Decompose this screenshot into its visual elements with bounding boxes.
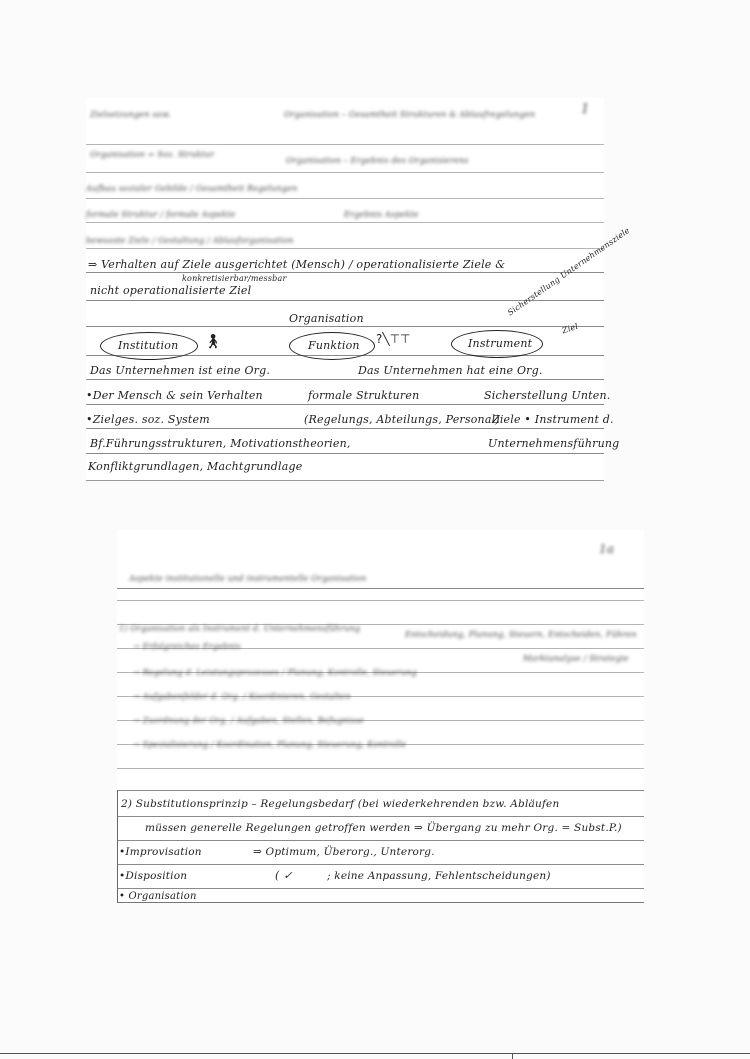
note-card-1 <box>86 98 632 481</box>
note-card-2 <box>117 530 644 903</box>
text-line: müssen generelle Regelungen getroffen werden ⇒ Übergang zu mehr Org. = Subst.P.) <box>145 822 622 834</box>
text-line: ⇒ Verhalten auf Ziele ausgerichtet (Mensch) / operationalisierte Ziele & <box>88 258 506 271</box>
text-line: ( ✓ <box>275 869 293 882</box>
text-line: Das Unternehmen ist eine Org. <box>90 364 271 377</box>
blurred-text: Zielsetzungen usw. <box>90 110 171 119</box>
blurred-text: formale Struktur / formale Aspekte <box>86 210 236 219</box>
blurred-text: Entscheidung, Planung, Steuern, Entscheiden, Führen <box>405 630 637 639</box>
text-line: ⇒ Optimum, Überorg., Unterorg. <box>253 846 435 858</box>
blurred-text: Marktanalyse / Strategie <box>523 654 629 663</box>
text-line: Ziele • Instrument d. <box>492 413 614 426</box>
blurred-text: → Spezialisierung / Koordination, Planung, Steuerung, Kontrolle <box>133 740 407 749</box>
blurred-text: 1) Organisation als Instrument d. Unternehmensführung <box>119 624 361 633</box>
blurred-text: → Zuordnung der Org. / Aufgaben, Stellen, Befugnisse <box>133 716 365 725</box>
text-line: Sicherstellung Unten. <box>484 389 611 402</box>
blurred-text: Organisation – Gesamtheit Strukturen & Ablaufregelungen <box>284 110 536 119</box>
text-line: (Regelungs, Abteilungs, Personal) <box>304 413 500 426</box>
annotation: Sicherstellung Unternehmensziele <box>506 225 632 318</box>
blurred-text: Organisation = Soz. Struktur <box>90 150 215 159</box>
text-line: ; keine Anpassung, Fehlentscheidungen) <box>327 870 551 882</box>
blurred-text: → Erfolgreiches Ergebnis <box>133 642 241 651</box>
text-line: Das Unternehmen hat eine Org. <box>358 364 543 377</box>
text-line: •Disposition <box>119 870 188 882</box>
text-line: Unternehmensführung <box>488 437 620 450</box>
text-line: 2) Substitutionsprinzip – Regelungsbedarf (bei wiederkehrenden bzw. Abläufen <box>121 798 560 810</box>
text-line: •Zielges. soz. System <box>86 413 210 426</box>
person-icon: 🚶︎ <box>204 334 222 350</box>
text-line: Bf.Führungsstrukturen, Motivationstheorien, <box>90 437 351 450</box>
oval-label: Instrument <box>468 337 533 350</box>
text-line: •Improvisation <box>119 846 202 858</box>
text-line: • Organisation <box>119 891 197 902</box>
blurred-text: → Regelung d. Leistungsprozesses / Planung, Kontrolle, Steuerung <box>133 668 417 677</box>
text-line: formale Strukturen <box>308 389 420 402</box>
text-line: nicht operationalisierte Ziel <box>90 284 252 297</box>
blurred-text: Aufbau sozialer Gebilde / Gesamtheit Regelungen <box>86 184 298 193</box>
page-number-mark: 1a <box>599 542 615 556</box>
blurred-text: Aspekte institutionelle und instrumentelle Organisation <box>129 574 367 583</box>
annotation: konkretisierbar/messbar <box>182 274 287 283</box>
card-edge <box>117 790 118 902</box>
page-number-mark: 1 <box>581 102 590 117</box>
oval-label: Funktion <box>308 339 360 352</box>
blurred-text: bewusste Ziele / Gestaltung / Ablauforganisation <box>86 236 294 245</box>
blurred-text: Ergebnis Aspekte <box>344 210 419 219</box>
oval-label: Institution <box>118 339 179 352</box>
blurred-text: Organisation – Ergebnis des Organisierens <box>286 156 469 165</box>
org-chart-icon: ?╲⊤⊤ <box>376 332 411 346</box>
heading: Organisation <box>289 312 364 325</box>
text-line: Konfliktgrundlagen, Machtgrundlage <box>88 460 303 473</box>
page-bottom-rule <box>0 1053 750 1054</box>
annotation: Ziel <box>561 321 580 336</box>
text-line: •Der Mensch & sein Verhalten <box>86 389 263 402</box>
page-bottom-tick <box>512 1053 513 1059</box>
blurred-text: → Aufgabenfelder d. Org. / Koordinieren, Gestalten <box>133 692 351 701</box>
